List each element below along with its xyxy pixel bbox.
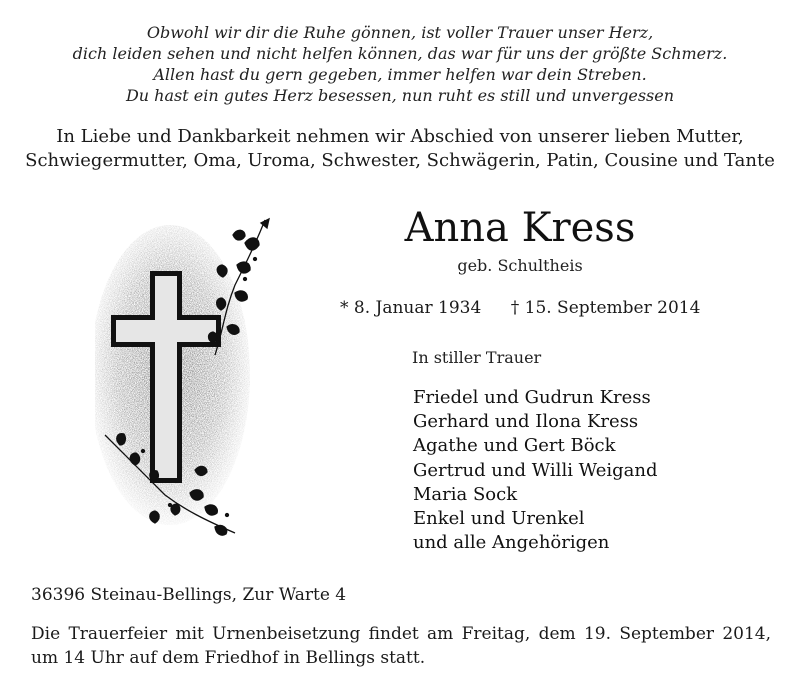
cross-with-ivy-icon [95, 215, 285, 550]
poem-line: Allen hast du gern gegeben, immer helfen war dein Streben. [153, 65, 647, 84]
family-member: Maria Sock [413, 483, 518, 505]
family-member: und alle Angehörigen [413, 532, 610, 554]
address: 36396 Steinau-Bellings, Zur Warte 4 [31, 585, 347, 605]
death-date: † 15. September 2014 [510, 298, 701, 318]
poem [0, 22, 800, 106]
intro-text [0, 125, 800, 173]
mourning-label: In stiller Trauer [412, 348, 542, 367]
family-member: Enkel und Urenkel [413, 508, 585, 530]
cross-illustration [95, 215, 285, 550]
funeral-notice: Die Trauerfeier mit Urnenbeisetzung findet am Freitag, dem 19. September 2014, um 14 Uhr auf dem Friedhof in Bellings statt. [31, 624, 771, 668]
maiden-name: geb. Schultheis [457, 256, 583, 275]
family-member: Friedel und Gudrun Kress [413, 387, 651, 408]
family-list [413, 386, 658, 555]
poem-line: dich leiden sehen und nicht helfen können, das war für uns der größte Schmerz. [72, 44, 728, 63]
intro-line: Schwiegermutter, Oma, Uroma, Schwester, Schwägerin, Patin, Cousine und Tante [25, 150, 775, 171]
intro-line: In Liebe und Dankbarkeit nehmen wir Abschied von unserer lieben Mutter, [56, 126, 744, 147]
family-member: Gertrud und Willi Weigand [413, 459, 658, 481]
family-member: Agathe und Gert Böck [413, 435, 616, 457]
poem-line: Du hast ein gutes Herz besessen, nun ruht es still und unvergessen [125, 86, 675, 105]
life-dates [340, 298, 700, 318]
deceased-name: Anna Kress [404, 205, 636, 251]
poem-line: Obwohl wir dir die Ruhe gönnen, ist voller Trauer unser Herz, [146, 23, 654, 42]
family-member: Gerhard und Ilona Kress [413, 411, 639, 433]
birth-date: * 8. Januar 1934 [340, 298, 482, 318]
